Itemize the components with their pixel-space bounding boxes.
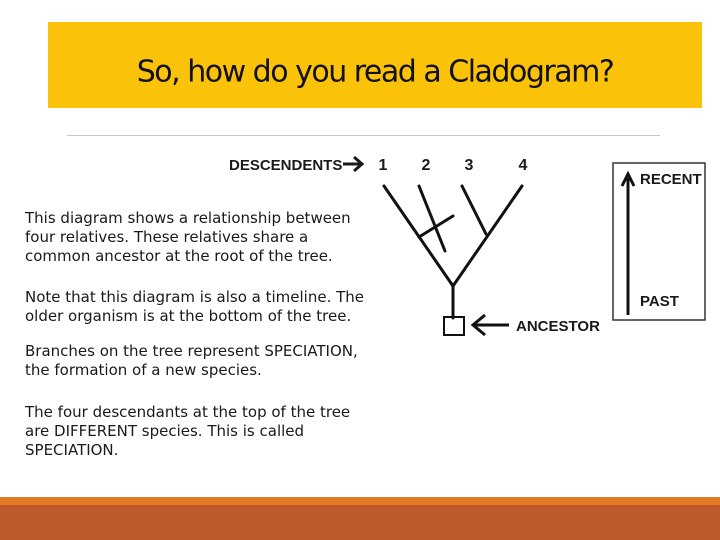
descendant-4: 4 [518, 157, 528, 174]
descendants-label: DESCENDENTS [229, 157, 343, 174]
paragraph-2: Note that this diagram is also a timeline. The older organism is at the bottom of the tree. [25, 288, 365, 325]
descendant-2: 2 [421, 157, 431, 174]
cladogram-tree [384, 186, 522, 318]
descendant-3: 3 [464, 157, 474, 174]
paragraph-1: This diagram shows a relationship between four relatives. These relatives share a common ancestor at the root of the tree. [25, 209, 351, 265]
descendants-arrow-icon [343, 157, 362, 171]
timeline-recent: RECENT [640, 171, 702, 188]
slide-title: So, how do you read a Cladogram? [136, 54, 614, 90]
paragraph-4: The four descendants at the top of the tree are DIFFERENT species. This is called SPECIATION. [25, 403, 351, 459]
branch-3 [462, 186, 486, 234]
branch-4 [453, 186, 522, 286]
ancestor-box [444, 317, 464, 335]
descendant-1: 1 [378, 157, 388, 174]
ancestor-arrow-icon [473, 315, 509, 335]
timeline-past: PAST [640, 293, 679, 310]
footer-stripe [0, 497, 720, 505]
paragraph-3: Branches on the tree represent SPECIATION, the formation of a new species. [25, 342, 358, 379]
ancestor-label: ANCESTOR [516, 318, 600, 335]
